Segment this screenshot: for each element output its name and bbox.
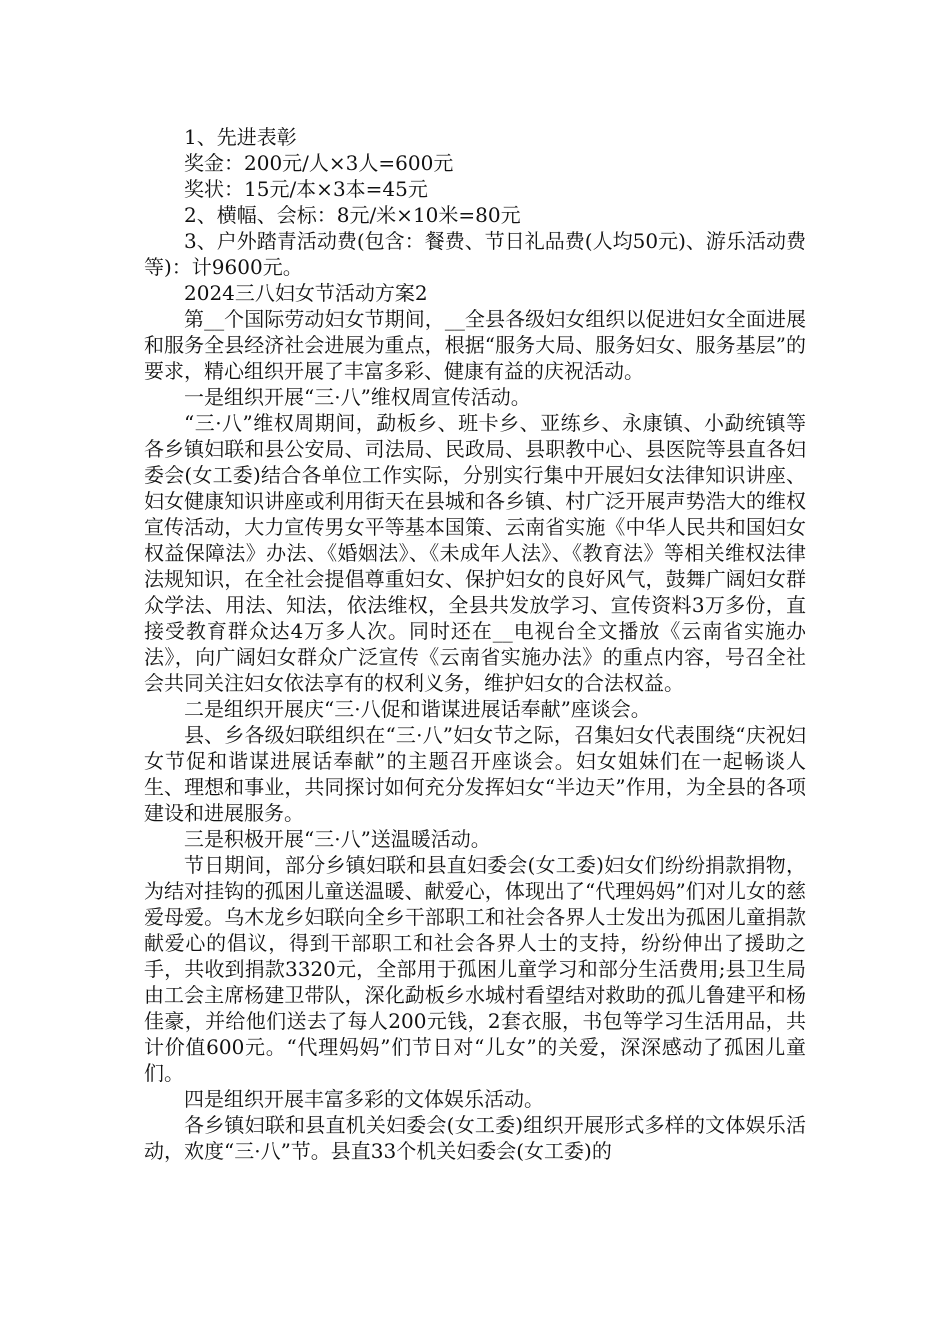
heading-activity-4: 四是组织开展丰富多彩的文体娱乐活动。: [184, 1087, 544, 1111]
paragraph-activity-3: 节日期间，部分乡镇妇联和县直妇委会(女工委)妇女们纷纷捐款捐物，为结对挂钩的孤困儿童送温暖、献爱心，体现出了“代理妈妈”们对儿女的慈爱母爱。乌木龙乡妇联向全乡干部职工和社会各界人士发出为孤困儿童捐款献爱心的倡议，得到干部职工和社会各界人士的支持，纷纷伸出了援助之手，共收到捐款3320元，全部用于孤困儿童学习和部分生活费用;县卫生局由工会主席杨建卫带队，深化勐板乡水城村看望结对救助的孤儿鲁建平和杨佳豪，并给他们送去了每人200元钱，2套衣服，书包等学习生活用品，共计价值600元。“代理妈妈”们节日对“儿女”的关爱，深深感动了孤困儿童们。: [144, 853, 806, 1085]
list-item-outing-fee: 3、户外踏青活动费(包含：餐费、节日礼品费(人均50元)、游乐活动费等)：计9600元。: [144, 229, 806, 279]
paragraph-activity-1: “三·八”维权周期间，勐板乡、班卡乡、亚练乡、永康镇、小勐统镇等各乡镇妇联和县公安局、司法局、民政局、县职教中心、县医院等县直各妇委会(女工委)结合各单位工作实际，分别实行集中开展妇女法律知识讲座、妇女健康知识讲座或利用街天在县城和各乡镇、村广泛开展声势浩大的维权宣传活动，大力宣传男女平等基本国策、云南省实施《中华人民共和国妇女权益保障法》办法、《婚姻法》、《未成年人法》、《教育法》等相关维权法律法规知识，在全社会提倡尊重妇女、保护妇女的良好风气，鼓舞广阔妇女群众学法、用法、知法，依法维权，全县共发放学习、宣传资料3万多份，直接受教育群众达4万多人次。同时还在__电视台全文播放《云南省实施办法》，向广阔妇女群众广泛宣传《云南省实施办法》的重点内容，号召全社会共同关注妇女依法享有的权利义务，维护妇女的合法权益。: [144, 411, 806, 695]
list-item-award-heading: 1、先进表彰: [184, 125, 297, 149]
document-body: [144, 124, 806, 1164]
list-item-certificate: 奖状：15元/本×3本=45元: [184, 177, 428, 201]
heading-activity-1: 一是组织开展“三·八”维权周宣传活动。: [184, 385, 531, 409]
paragraph-activity-2: 县、乡各级妇联组织在“三·八”妇女节之际，召集妇女代表围绕“庆祝妇女节促和谐谋进展话奉献”的主题召开座谈会。妇女姐妹们在一起畅谈人生、理想和事业，共同探讨如何充分发挥妇女“半边天”作用，为全县的各项建设和进展服务。: [144, 723, 806, 825]
list-item-banner: 2、横幅、会标：8元/米×10米=80元: [184, 203, 521, 227]
heading-activity-2: 二是组织开展庆“三·八促和谐谋进展话奉献”座谈会。: [184, 697, 651, 721]
heading-activity-3: 三是积极开展“三·八”送温暖活动。: [184, 827, 491, 851]
section-title: 2024三八妇女节活动方案2: [184, 281, 428, 305]
paragraph-activity-4: 各乡镇妇联和县直机关妇委会(女工委)组织开展形式多样的文体娱乐活动，欢度“三·八”节。县直33个机关妇委会(女工委)的: [144, 1113, 806, 1163]
paragraph-intro: 第__个国际劳动妇女节期间，__全县各级妇女组织以促进妇女全面进展和服务全县经济社会进展为重点，根据“服务大局、服务妇女、服务基层”的要求，精心组织开展了丰富多彩、健康有益的庆祝活动。: [144, 307, 806, 383]
list-item-bonus: 奖金：200元/人×3人=600元: [184, 151, 454, 175]
